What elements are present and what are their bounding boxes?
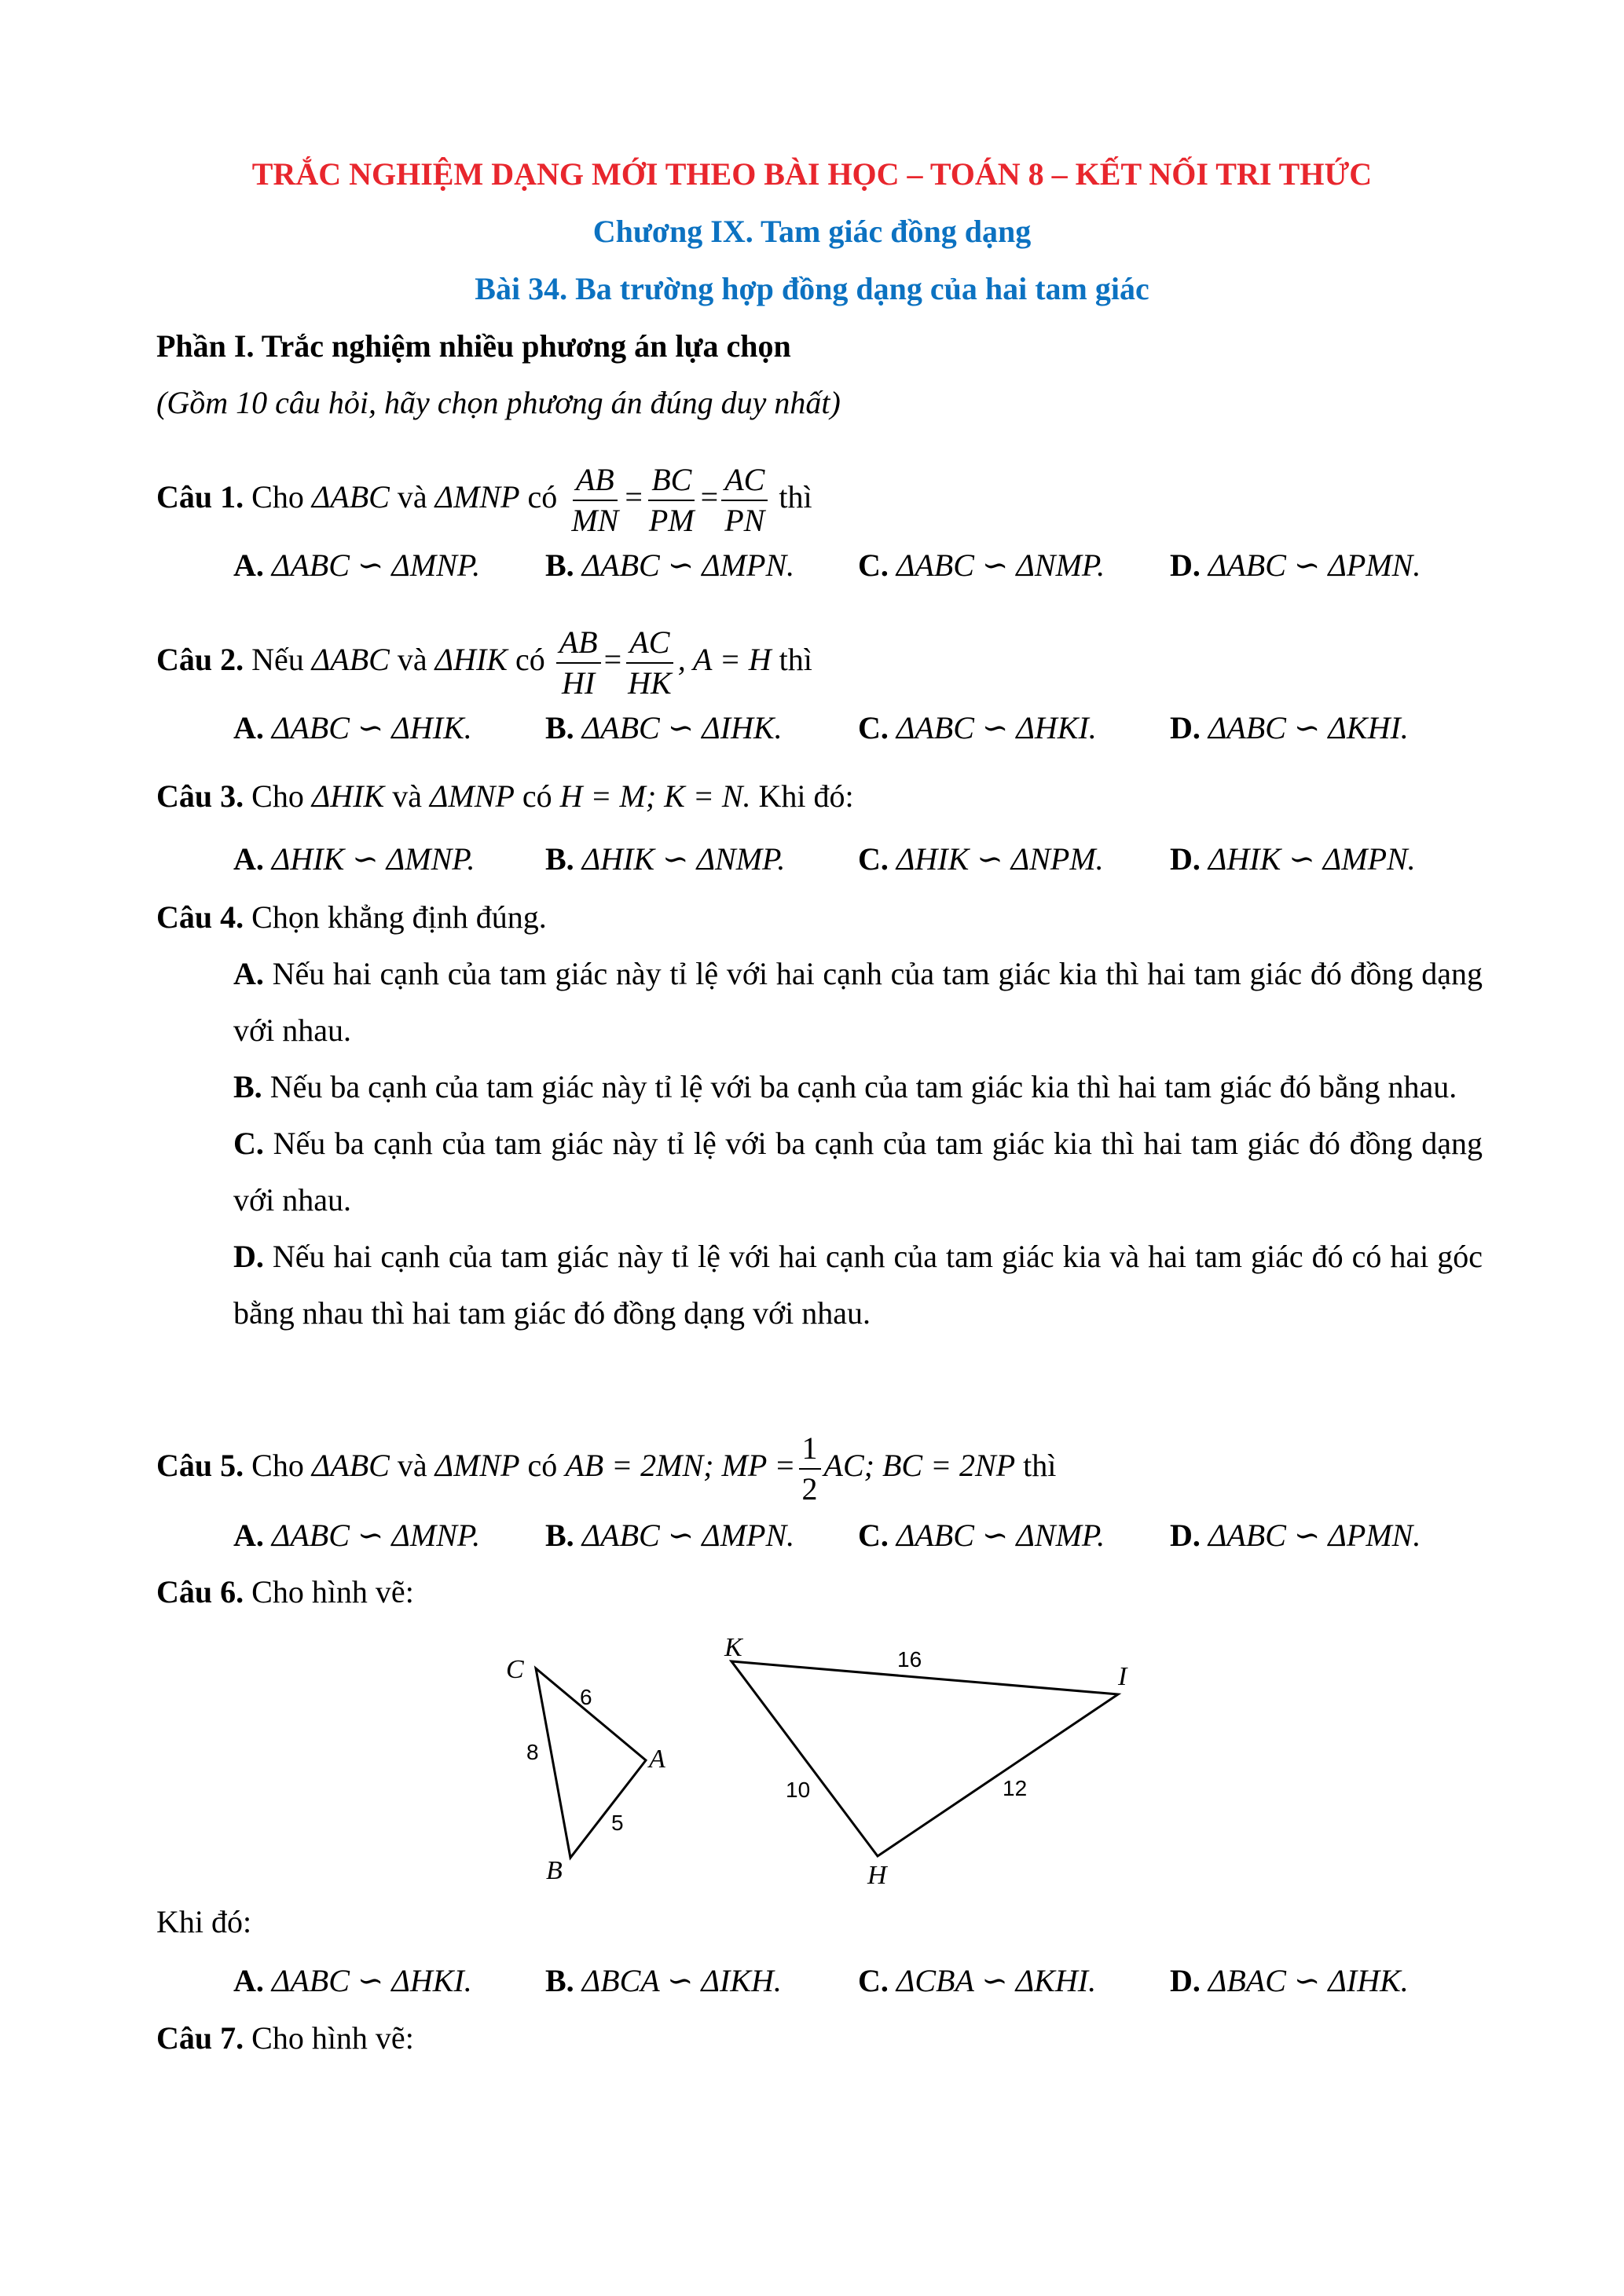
side-ab-length: 5 [611,1811,624,1835]
question-3: Câu 3. Cho ΔHIK và ΔMNP có H = M; K = N. Khi đó: [156,778,854,814]
option-c[interactable]: C. ΔHIK ∽ ΔNPM. [858,841,1104,877]
part-title: Phần I. Trắc nghiệm nhiều phương án lựa chọn [156,328,791,364]
vertex-h: H [867,1861,887,1890]
vertex-i: I [1118,1662,1127,1691]
fraction: $\frac{1}{2}$ [799,1429,821,1509]
question-6-prompt: Khi đó: [156,1904,252,1939]
option-b[interactable]: B. ΔABC ∽ ΔMPN. [545,547,795,583]
chapter-heading: Chương IX. Tam giác đồng dạng [592,214,1032,249]
part-note: (Gồm 10 câu hỏi, hãy chọn phương án đúng duy nhất) [156,385,841,420]
triangle-khi [731,1661,1118,1856]
option-d[interactable]: D. ΔABC ∽ ΔPMN. [1170,1518,1421,1553]
option-c[interactable]: C. ΔABC ∽ ΔNMP. [858,547,1105,583]
lesson-heading: Bài 34. Ba trường hợp đồng dạng của hai tam giác [475,271,1149,306]
side-ki-length: 16 [897,1647,922,1672]
side-ca-length: 6 [580,1685,592,1709]
side-hi-length: 12 [1003,1776,1028,1800]
option-b[interactable]: B. ΔHIK ∽ ΔNMP. [545,841,786,877]
option-c[interactable]: C. Nếu ba cạnh của tam giác này tỉ lệ với ba cạnh của tam giác kia thì hai tam giác đó đồng dạng với nhau. [233,1126,1483,1218]
question-5: Câu 5. Cho ΔABC và ΔMNP có AB = 2MN; MP = $\frac{1}{2}$ AC; BC = 2NP thì [156,1429,1056,1509]
option-a[interactable]: A. ΔABC ∽ ΔMNP. [233,1518,481,1553]
option-d[interactable]: D. ΔBAC ∽ ΔIHK. [1170,1963,1409,1998]
math: ΔABC [311,479,390,515]
option-b[interactable]: B. Nếu ba cạnh của tam giác này tỉ lệ với ba cạnh của tam giác kia thì hai tam giác đó bằng nhau. [233,1069,1457,1104]
question-2: Câu 2. Nếu ΔABC và ΔHIK có $\frac{AB}{HI}$ = $\frac{AC}{HK}$ , A = H thì [156,623,812,703]
fraction: $\frac{AC}{PN}$ [721,460,768,540]
vertex-b: B [546,1856,563,1885]
fraction: $\frac{BC}{PM}$ [648,462,695,538]
fraction: $\frac{AB}{HI}$ [556,623,601,703]
option-a[interactable]: A. ΔABC ∽ ΔHKI. [233,1963,472,1998]
vertex-k: K [724,1633,742,1662]
question-7: Câu 7. Cho hình vẽ: [156,2020,414,2056]
math: ΔMNP [434,479,520,515]
text: có [527,479,558,515]
option-b[interactable]: B. ΔABC ∽ ΔMPN. [545,1518,795,1553]
question-1: Câu 1. Cho ΔABC và ΔMNP có $\frac{AB}{MN}$ = $\frac{BC}{PM}$ = $\frac{AC}{PN}$ thì [156,460,812,540]
question-label: Câu 1. [156,479,244,515]
option-d[interactable]: D. Nếu hai cạnh của tam giác này tỉ lệ với hai cạnh của tam giác kia và hai tam giác đó có hai góc bằng nhau thì hai tam giác đó đồng dạng với nhau. [233,1239,1483,1331]
question-label: Câu 2. [156,642,244,678]
option-c[interactable]: C. ΔABC ∽ ΔNMP. [858,1518,1105,1553]
text: Cho [251,479,304,515]
document-title: TRẮC NGHIỆM DẠNG MỚI THEO BÀI HỌC – TOÁN 8 – KẾT NỐI TRI THỨC [251,156,1373,192]
option-b[interactable]: B. ΔABC ∽ ΔIHK. [545,710,783,745]
option-d[interactable]: D. ΔABC ∽ ΔPMN. [1170,547,1421,583]
option-a[interactable]: A. ΔABC ∽ ΔMNP. [233,547,481,583]
fraction: $\frac{AC}{HK}$ [628,624,672,701]
option-a[interactable]: A. ΔHIK ∽ ΔMNP. [233,841,475,877]
option-b[interactable]: B. ΔBCA ∽ ΔIKH. [545,1963,782,1998]
side-cb-length: 8 [526,1740,539,1764]
option-c[interactable]: C. ΔABC ∽ ΔHKI. [858,710,1097,745]
text: thì [779,479,812,515]
question-6: Câu 6. Cho hình vẽ: [156,1574,414,1609]
side-kh-length: 10 [786,1778,811,1802]
option-d[interactable]: D. ΔABC ∽ ΔKHI. [1170,710,1409,745]
text: và [397,479,427,515]
fraction: $\frac{AB}{MN}$ [571,462,619,538]
option-c[interactable]: C. ΔCBA ∽ ΔKHI. [858,1963,1097,1998]
vertex-a: A [649,1745,665,1774]
option-d[interactable]: D. ΔHIK ∽ ΔMPN. [1170,841,1416,877]
question-4: Câu 4. Chọn khẳng định đúng. [156,899,547,935]
option-a[interactable]: A. Nếu hai cạnh của tam giác này tỉ lệ với hai cạnh của tam giác kia thì hai tam giác đó đồng dạng với nhau. [233,956,1483,1048]
vertex-c: C [506,1655,524,1684]
option-a[interactable]: A. ΔABC ∽ ΔHIK. [233,710,472,745]
